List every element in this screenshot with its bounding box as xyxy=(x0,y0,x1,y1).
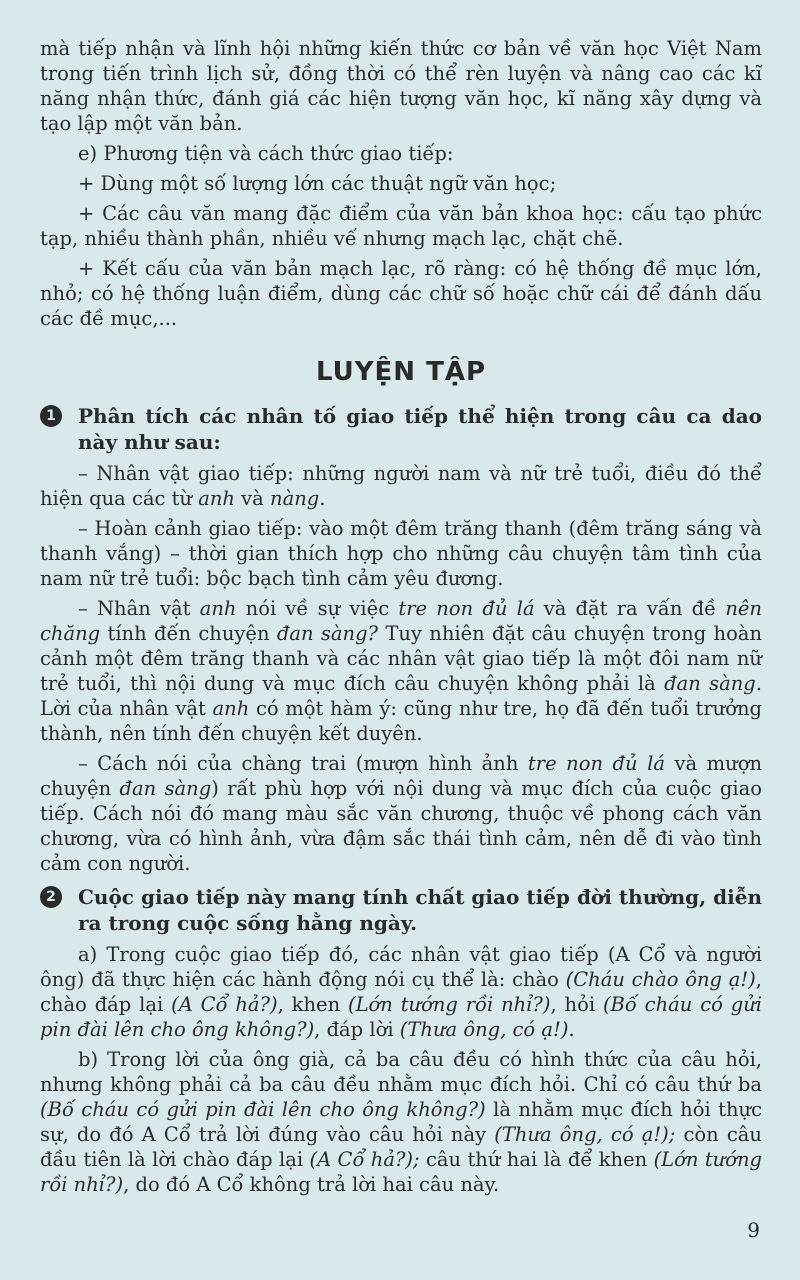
page-number: 9 xyxy=(747,1218,760,1242)
page-content xyxy=(40,36,762,1202)
exercise-2-title-text: Cuộc giao tiếp này mang tính chất giao tiếp đời thường, diễn ra trong cuộc sống hằng ngày. xyxy=(78,885,762,935)
intro-bullet-3: + Kết cấu của văn bản mạch lạc, rõ ràng: có hệ thống đề mục lớn, nhỏ; có hệ thống luận điểm, dùng các chữ số hoặc chữ cái để đánh dấu các đề mục,... xyxy=(40,257,762,330)
intro-paragraph: mà tiếp nhận và lĩnh hội những kiến thức cơ bản về văn học Việt Nam trong tiến trình lịch sử, đồng thời có thể rèn luyện và nâng cao các kĩ năng nhận thức, đánh giá các hiện tượng văn học, kĩ năng xây dựng và tạo lập một văn bản. xyxy=(40,37,762,135)
exercise-2-number: 2 xyxy=(40,886,62,908)
intro-bullet-1: + Dùng một số lượng lớn các thuật ngữ văn học; xyxy=(78,172,557,195)
exercise-1-number: 1 xyxy=(40,405,62,427)
exercise-2-paragraph-b: b) Trong lời của ông già, cả ba câu đều có hình thức của câu hỏi, nhưng không phải cả ba câu đều nhằm mục đích hỏi. Chỉ có câu thứ ba (Bố cháu có gửi pin đài lên cho ông không?) là nhằm mục đích hỏi thực sự, do đó A Cổ trả lời đúng vào câu hỏi này (Thưa ông, có ạ!); còn câu đầu tiên là lời chào đáp lại (A Cổ hả?); câu thứ hai là để khen (Lớn tướng rồi nhỉ?), do đó A Cổ không trả lời hai câu này. xyxy=(40,1048,762,1196)
exercise-2-title xyxy=(40,884,762,936)
exercise-1-paragraph-b: – Hoàn cảnh giao tiếp: vào một đêm trăng thanh (đêm trăng sáng và thanh vắng) – thời gian thích hợp cho những câu chuyện tâm tình của nam nữ trẻ tuổi: bộc bạch tình cảm yêu đương. xyxy=(40,517,762,590)
exercise-1-title xyxy=(40,403,762,455)
exercise-2-paragraph-a: a) Trong cuộc giao tiếp đó, các nhân vật giao tiếp (A Cổ và người ông) đã thực hiện các hành động nói cụ thể là: chào (Cháu chào ông ạ!), chào đáp lại (A Cổ hả?), khen (Lớn tướng rồi nhỉ?), hỏi (Bố cháu có gửi pin đài lên cho ông không?), đáp lời (Thưa ông, có ạ!). xyxy=(40,943,762,1041)
section-title: LUYỆN TẬP xyxy=(315,357,487,387)
intro-item-e: e) Phương tiện và cách thức giao tiếp: xyxy=(78,142,454,165)
exercise-1-paragraph-d: – Cách nói của chàng trai (mượn hình ảnh tre non đủ lá và mượn chuyện đan sàng) rất phù hợp với nội dung và mục đích của cuộc giao tiếp. Cách nói đó mang màu sắc văn chương, thuộc về phong cách văn chương, vừa có hình ảnh, vừa đậm sắc thái tình cảm, nên dễ đi vào tình cảm con người. xyxy=(40,752,763,875)
intro-bullet-2: + Các câu văn mang đặc điểm của văn bản khoa học: cấu tạo phức tạp, nhiều thành phần, nhiều vế nhưng mạch lạc, chặt chẽ. xyxy=(40,202,762,250)
exercise-1-paragraph-a: – Nhân vật giao tiếp: những người nam và nữ trẻ tuổi, điều đó thể hiện qua các từ anh và nàng. xyxy=(40,462,762,510)
exercise-1-paragraph-c: – Nhân vật anh nói về sự việc tre non đủ lá và đặt ra vấn đề nên chăng tính đến chuyện đan sàng? Tuy nhiên đặt câu chuyện trong hoàn cảnh một đêm trăng thanh và các nhân vật giao tiếp là một đôi nam nữ trẻ tuổi, thì nội dung và mục đích câu chuyện không phải là đan sàng. Lời của nhân vật anh có một hàm ý: cũng như tre, họ đã đến tuổi trưởng thành, nên tính đến chuyện kết duyên. xyxy=(40,597,762,745)
exercise-1-title-text: Phân tích các nhân tố giao tiếp thể hiện trong câu ca dao này như sau: xyxy=(78,404,762,454)
